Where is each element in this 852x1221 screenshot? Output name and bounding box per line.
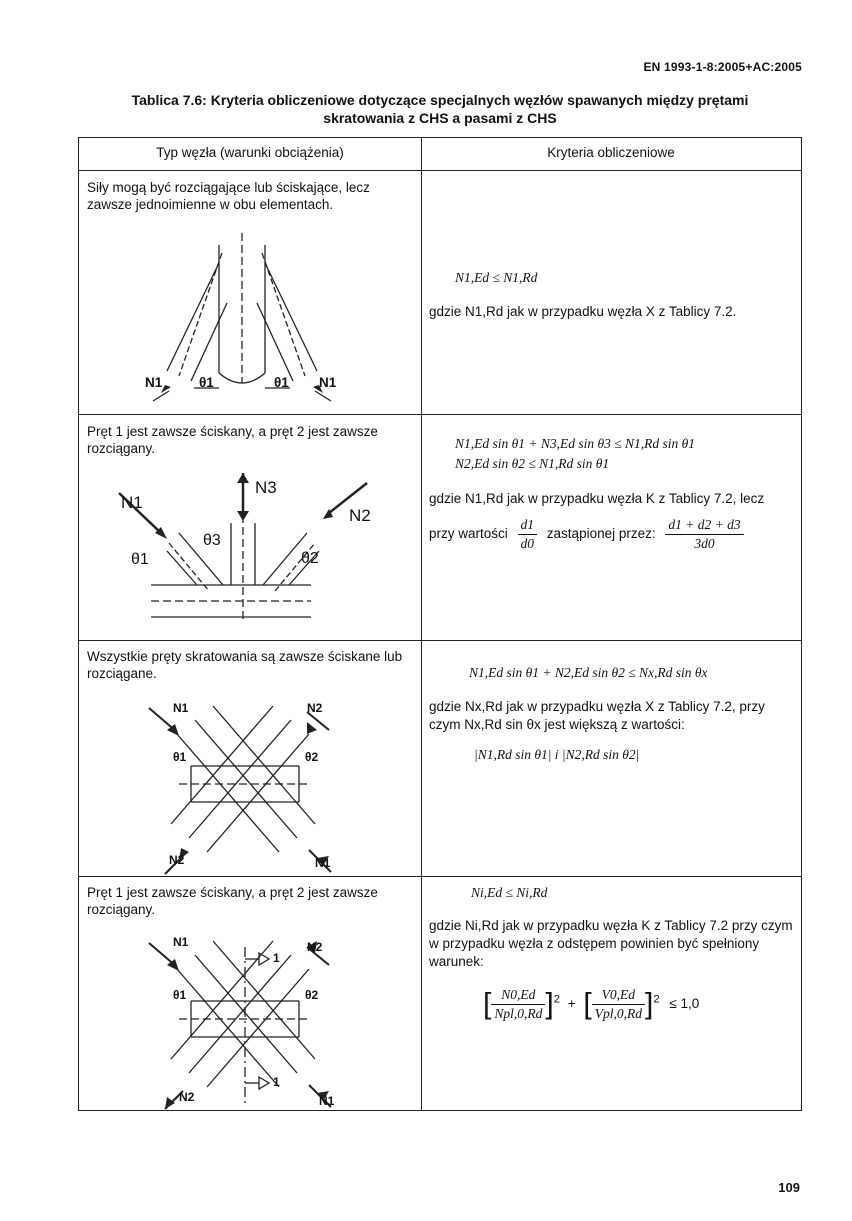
row4-condition: Pręt 1 jest zawsze ściskany, a pręt 2 jest zawsze rozciągany. xyxy=(87,885,378,917)
row1-note: gdzie N1,Rd jak w przypadku węzła X z Tablicy 7.2. xyxy=(429,304,737,319)
column-divider xyxy=(421,138,422,1110)
row4-label-n1-bottom: N1 xyxy=(319,1094,335,1108)
row4-label-n2-bottom: N2 xyxy=(179,1090,195,1104)
row3-label-n2-bottom: N2 xyxy=(169,853,185,867)
row2-frac2-den: 3d0 xyxy=(694,536,715,551)
row2-label-theta3: θ3 xyxy=(203,532,221,549)
criteria-table xyxy=(78,137,802,1111)
row1-label-n1-left: N1 xyxy=(145,375,163,390)
row3-formula2: |N1,Rd sin θ1| i |N2,Rd sin θ2| xyxy=(474,747,640,762)
row4-label-theta2: θ2 xyxy=(305,988,319,1002)
row4-frac1-num: N0,Ed xyxy=(491,986,545,1005)
table-title-line1: Tablica 7.6: Kryteria obliczeniowe dotyczące specjalnych węzłów spawanych między prętami xyxy=(131,92,749,108)
row2-label-theta1: θ1 xyxy=(131,551,149,568)
row4-formula: Ni,Ed ≤ Ni,Rd xyxy=(471,885,548,900)
row4-joint-diagram xyxy=(79,933,421,1109)
row2-frac2-num: d1 + d2 + d3 xyxy=(665,516,743,535)
column-header-type: Typ węzła (warunki obciążenia) xyxy=(156,145,344,160)
row1-condition: Siły mogą być rozciągające lub ściskające, lecz zawsze jednoimienne w obu elementach. xyxy=(87,180,370,212)
row2-note: gdzie N1,Rd jak w przypadku węzła K z Tablicy 7.2, lecz xyxy=(429,491,765,506)
row4-inequality-rhs: ≤ 1,0 xyxy=(669,996,700,1012)
row2-frac1-num: d1 xyxy=(518,516,538,535)
page-number: 109 xyxy=(778,1180,800,1195)
row2-formula2: N2,Ed sin θ2 ≤ N1,Rd sin θ1 xyxy=(455,456,610,471)
row4-label-n1-top: N1 xyxy=(173,935,189,949)
row4-label-theta1: θ1 xyxy=(173,988,187,1002)
table-title-line2: skratowania z CHS a pasami z CHS xyxy=(323,110,557,126)
table-title xyxy=(78,91,802,127)
row2-note-line2 xyxy=(429,516,799,553)
row1-joint-diagram xyxy=(79,233,421,413)
row1-label-n1-right: N1 xyxy=(319,375,337,390)
row4-label-n2-top: N2 xyxy=(307,940,323,954)
row-divider-2 xyxy=(79,640,801,641)
row4-label-section-top: 1 xyxy=(273,951,280,965)
row2-label-theta2: θ2 xyxy=(301,550,319,567)
row1-label-theta1-left: θ1 xyxy=(199,375,214,390)
row-divider-3 xyxy=(79,876,801,877)
row4-interaction-formula: [ $\frac{N0,Ed}{\text{Npl,0,Rd}}$ ]$^2$ + [ $\frac{V0,Ed}{\text{Vpl,0,Rd}}$ ]$^2$ ≤ 1,0 xyxy=(483,987,700,1021)
header-divider xyxy=(79,170,801,171)
column-header-criteria: Kryteria obliczeniowe xyxy=(547,145,675,160)
standard-code: EN 1993-1-8:2005+AC:2005 xyxy=(643,60,802,74)
row4-frac2-num: V0,Ed xyxy=(592,986,645,1005)
row1-formula: N1,Ed ≤ N1,Rd xyxy=(455,270,538,285)
row1-label-theta1-right: θ1 xyxy=(274,375,289,390)
row2-label-n3: N3 xyxy=(255,478,277,497)
row2-condition: Pręt 1 jest zawsze ściskany, a pręt 2 jest zawsze rozciągany. xyxy=(87,424,378,456)
row3-label-n1-bottom: N1 xyxy=(315,856,331,870)
row4-frac1-den: Npl,0,Rd xyxy=(494,1006,543,1021)
row-divider-1 xyxy=(79,414,801,415)
row3-label-n1-top: N1 xyxy=(173,701,189,715)
row3-label-theta1: θ1 xyxy=(173,750,187,764)
row2-note-prefix: przy wartości xyxy=(429,526,508,542)
row3-joint-diagram xyxy=(79,698,421,874)
row2-note-middle: zastąpionej przez: xyxy=(546,526,656,542)
row4-note: gdzie Ni,Rd jak w przypadku węzła K z Tablicy 7.2 przy czym w przypadku węzła z odstępem powinien być spełniony warunek: xyxy=(429,918,793,969)
row2-formula1: N1,Ed sin θ1 + N3,Ed sin θ3 ≤ N1,Rd sin θ1 xyxy=(455,436,696,451)
row2-label-n1: N1 xyxy=(121,493,143,512)
row4-label-section-bottom: 1 xyxy=(273,1075,280,1089)
row3-label-n2-top: N2 xyxy=(307,701,323,715)
row3-formula: N1,Ed sin θ1 + N2,Ed sin θ2 ≤ Nx,Rd sin θx xyxy=(469,665,708,680)
row2-label-n2: N2 xyxy=(349,506,371,525)
row3-label-theta2: θ2 xyxy=(305,750,319,764)
row3-note: gdzie Nx,Rd jak w przypadku węzła X z Tablicy 7.2, przy czym Nx,Rd sin θx jest większą z wartości: xyxy=(429,699,765,732)
row3-condition: Wszystkie pręty skratowania są zawsze ściskane lub rozciągane. xyxy=(87,649,403,681)
row2-frac1-den: d0 xyxy=(520,536,535,551)
row4-frac2-den: Vpl,0,Rd xyxy=(594,1006,642,1021)
